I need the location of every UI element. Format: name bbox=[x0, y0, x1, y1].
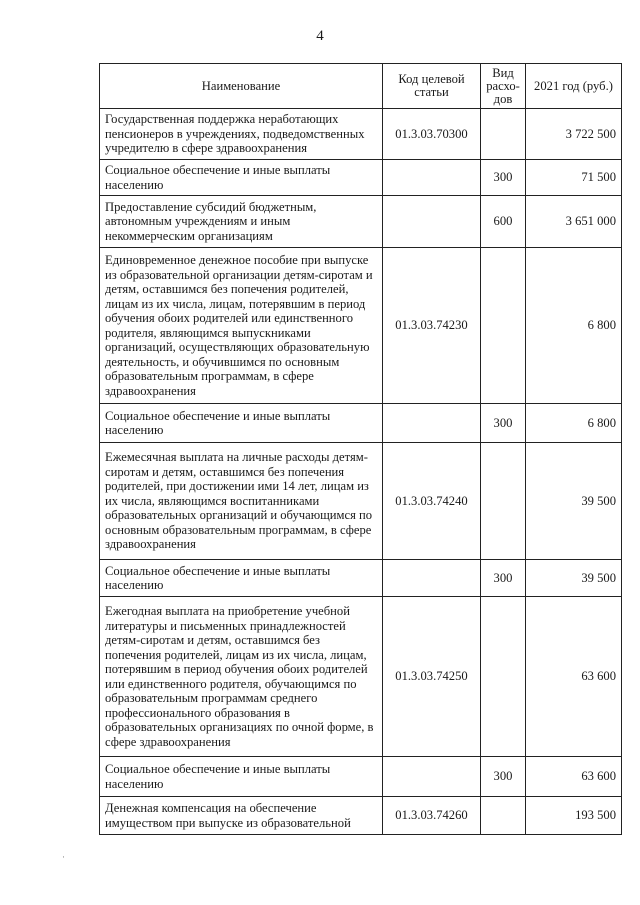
row-name: Социальное обеспечение и иные выплаты населению bbox=[100, 160, 383, 196]
table-row bbox=[100, 196, 622, 248]
row-sum: 39 500 bbox=[526, 560, 622, 597]
table-row bbox=[100, 443, 622, 560]
row-sum: 3 651 000 bbox=[526, 196, 622, 248]
row-name: Ежемесячная выплата на личные расходы детям-сиротам и детям, оставшимся без попечения родителей, при достижении ими 14 лет, лицам из их числа, являющимся воспитанниками образовательных организаций и обучающимся по основным образовательным программам, в сфере здравоохранения bbox=[100, 443, 383, 560]
row-code bbox=[383, 404, 481, 443]
row-sum: 71 500 bbox=[526, 160, 622, 196]
header-sum: 2021 год (руб.) bbox=[526, 64, 622, 109]
row-sum: 63 600 bbox=[526, 597, 622, 757]
table-row bbox=[100, 757, 622, 797]
row-name: Социальное обеспечение и иные выплаты населению bbox=[100, 560, 383, 597]
scan-speck: · bbox=[62, 852, 65, 862]
budget-table bbox=[99, 63, 622, 835]
row-kind bbox=[481, 597, 526, 757]
row-name: Единовременное денежное пособие при выпуске из образовательной организации детям-сиротам и детям, оставшимся без попечения родителей, лицам из их числа, лицам, потерявшим в период обучения обоих родителей или единственного родителя, являющимся выпускниками организаций, осуществляющих образовательную деятельность, и обучившимся по основным образовательным программам, в сфере здравоохранения bbox=[100, 248, 383, 404]
row-code: 01.3.03.74230 bbox=[383, 248, 481, 404]
row-kind bbox=[481, 797, 526, 835]
table-row bbox=[100, 109, 622, 160]
table-row bbox=[100, 248, 622, 404]
header-code: Код целевой статьи bbox=[383, 64, 481, 109]
row-code: 01.3.03.74240 bbox=[383, 443, 481, 560]
row-kind: 300 bbox=[481, 757, 526, 797]
row-kind bbox=[481, 443, 526, 560]
table-header-row bbox=[100, 64, 622, 109]
row-sum: 3 722 500 bbox=[526, 109, 622, 160]
table-row bbox=[100, 404, 622, 443]
row-sum: 39 500 bbox=[526, 443, 622, 560]
page-number: 4 bbox=[316, 28, 324, 44]
row-kind: 300 bbox=[481, 404, 526, 443]
row-name: Предоставление субсидий бюджетным, автономным учреждениям и иным некоммерческим организациям bbox=[100, 196, 383, 248]
row-sum: 63 600 bbox=[526, 757, 622, 797]
row-name: Социальное обеспечение и иные выплаты населению bbox=[100, 404, 383, 443]
row-code: 01.3.03.74250 bbox=[383, 597, 481, 757]
table-row bbox=[100, 160, 622, 196]
header-kind: Вид расхо-дов bbox=[481, 64, 526, 109]
table-row bbox=[100, 560, 622, 597]
row-code bbox=[383, 196, 481, 248]
row-kind: 300 bbox=[481, 560, 526, 597]
row-name: Государственная поддержка неработающих пенсионеров в учреждениях, подведомственных учредителю в сфере здравоохранения bbox=[100, 109, 383, 160]
table-row bbox=[100, 797, 622, 835]
row-name: Социальное обеспечение и иные выплаты населению bbox=[100, 757, 383, 797]
table-row bbox=[100, 597, 622, 757]
row-kind: 600 bbox=[481, 196, 526, 248]
row-code bbox=[383, 757, 481, 797]
header-name: Наименование bbox=[100, 64, 383, 109]
row-name: Денежная компенсация на обеспечение имуществом при выпуске из образовательной bbox=[100, 797, 383, 835]
row-sum: 6 800 bbox=[526, 404, 622, 443]
row-name: Ежегодная выплата на приобретение учебной литературы и письменных принадлежностей детям-сиротам и детям, оставшимся без попечения родителей, лицам из их числа, лицам, потерявшим в период обучения обоих родителей или единственного родителя, обучающимся по образовательным программам среднего профессионального образования в образовательных организациях по очной форме, в сфере здравоохранения bbox=[100, 597, 383, 757]
row-kind bbox=[481, 248, 526, 404]
row-code bbox=[383, 160, 481, 196]
row-sum: 6 800 bbox=[526, 248, 622, 404]
row-kind bbox=[481, 109, 526, 160]
row-kind: 300 bbox=[481, 160, 526, 196]
row-sum: 193 500 bbox=[526, 797, 622, 835]
row-code: 01.3.03.70300 bbox=[383, 109, 481, 160]
row-code: 01.3.03.74260 bbox=[383, 797, 481, 835]
row-code bbox=[383, 560, 481, 597]
